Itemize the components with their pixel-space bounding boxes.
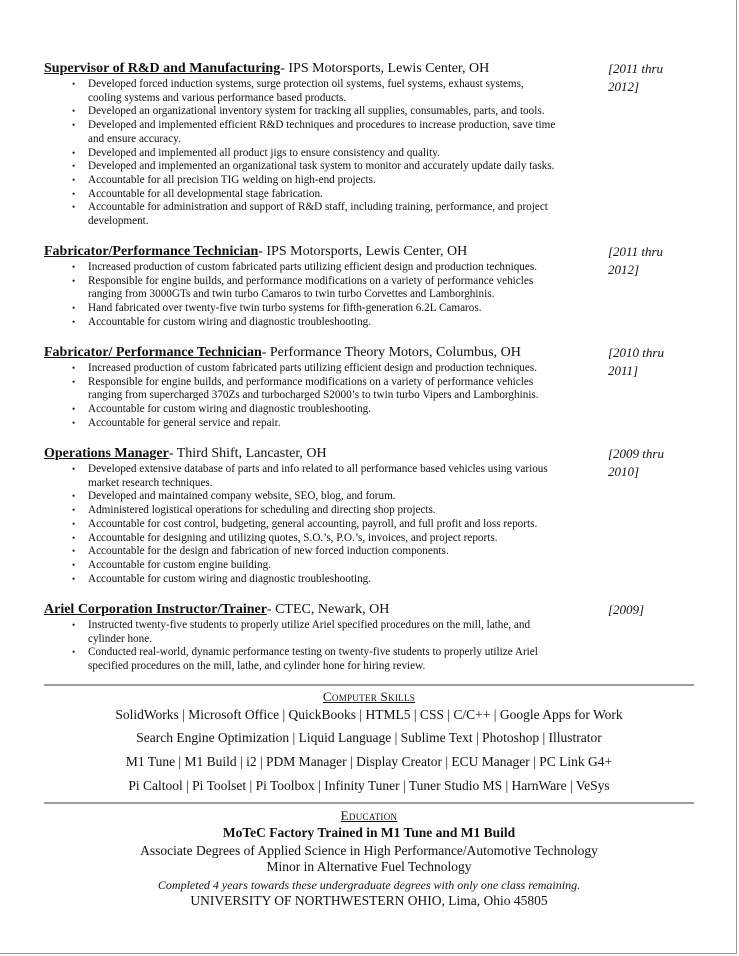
duty-item: • Accountable for cost control, budgeting, general accounting, payroll, and full profit and loss reports. [44, 518, 558, 532]
skills-line: Search Engine Optimization | Liquid Language | Sublime Text | Photoshop | Illustrator [136, 730, 602, 745]
skills-line: SolidWorks | Microsoft Office | QuickBooks | HTML5 | CSS | C/C++ | Google Apps for Work [115, 707, 623, 722]
duty-list [44, 78, 694, 229]
duty-item: • Conducted real-world, dynamic performance testing on twenty-five students to properly utilize Ariel specified procedures on the mill, lathe, and cylinder hone for hiring review. [44, 646, 558, 673]
duty-item: • Developed extensive database of parts and info related to all performance based vehicles using various market research techniques. [44, 463, 558, 490]
duty-list [44, 463, 694, 586]
job-organization: - IPS Motorsports, Lewis Center, OH [258, 244, 468, 259]
duty-item: • Accountable for custom wiring and diagnostic troubleshooting. [44, 403, 558, 417]
job-dates: [2011 thru 2012] [608, 244, 664, 277]
job-organization: - Third Shift, Lancaster, OH [168, 446, 327, 461]
job-header [44, 601, 694, 619]
duty-item: • Developed an organizational inventory system for tracking all supplies, consumables, parts, and tools. [44, 105, 558, 119]
duty-item: • Developed forced induction systems, surge protection oil systems, fuel systems, exhaust systems, cooling systems and various performance based products. [44, 78, 558, 105]
duty-item: • Accountable for all precision TIG welding on high-end projects. [44, 174, 558, 188]
education-certification: MoTeC Factory Trained in M1 Tune and M1 Build [222, 825, 516, 840]
skills-line: M1 Tune | M1 Build | i2 | PDM Manager | Display Creator | ECU Manager | PC Link G4+ [125, 754, 613, 769]
duty-item: • Hand fabricated over twenty-five twin turbo systems for fifth-generation 6.2L Camaros. [44, 302, 558, 316]
job-organization: - CTEC, Newark, OH [266, 602, 390, 617]
duty-item: • Accountable for custom wiring and diagnostic troubleshooting. [44, 573, 558, 587]
job-dates: [2009 thru 2010] [608, 446, 664, 479]
duty-item: • Administered logistical operations for scheduling and directing shop projects. [44, 504, 558, 518]
duty-item: • Developed and implemented efficient R&D techniques and procedures to increase production, save time and ensure accuracy. [44, 119, 558, 146]
duty-list [44, 362, 694, 431]
duty-item: • Developed and maintained company website, SEO, blog, and forum. [44, 490, 558, 504]
duty-item: • Responsible for engine builds, and performance modifications on a variety of performance vehicles ranging from 3000GTs and twin turbo Camaros to twin turbo Corvettes and Lamborghinis. [44, 275, 558, 302]
duty-item: • Accountable for custom engine building. [44, 559, 558, 573]
education-note: Completed 4 years towards these undergraduate degrees with only one class remaining. [157, 878, 581, 892]
job-title: Fabricator/ Performance Technician [44, 345, 262, 360]
duty-item: • Accountable for general service and repair. [44, 417, 558, 431]
job-dates: [2011 thru 2012] [608, 61, 664, 94]
duty-item: • Increased production of custom fabricated parts utilizing efficient design and production techniques. [44, 362, 558, 376]
duty-item: • Accountable for custom wiring and diagnostic troubleshooting. [44, 316, 558, 330]
duty-item: • Accountable for the design and fabrication of new forced induction components. [44, 545, 558, 559]
job-title: Supervisor of R&D and Manufacturing [44, 61, 281, 76]
job-organization: - IPS Motorsports, Lewis Center, OH [280, 61, 490, 76]
duty-item: • Developed and implemented all product jigs to ensure consistency and quality. [44, 147, 558, 161]
education-minor: Minor in Alternative Fuel Technology [266, 859, 472, 874]
duty-item: • Accountable for all developmental stage fabrication. [44, 188, 558, 202]
section-divider [44, 684, 694, 686]
duty-item: • Instructed twenty-five students to properly utilize Ariel specified procedures on the mill, lathe, and cylinder hone. [44, 619, 558, 646]
section-divider [44, 802, 694, 804]
duty-list [44, 261, 694, 330]
job-dates: [2010 thru 2011] [608, 345, 664, 378]
job-title: Fabricator/Performance Technician [44, 244, 259, 259]
skills-heading: Computer Skills [322, 689, 416, 704]
duty-item: • Increased production of custom fabricated parts utilizing efficient design and production techniques. [44, 261, 558, 275]
education-heading: Education [340, 808, 398, 823]
duty-list [44, 619, 694, 674]
job-entry [44, 243, 694, 330]
duty-item: • Developed and implemented an organizational task system to monitor and accurately update daily tasks. [44, 160, 558, 174]
education-school: UNIVERSITY OF NORTHWESTERN OHIO, Lima, Ohio 45805 [190, 893, 548, 908]
job-entry [44, 344, 694, 431]
job-dates: [2009] [608, 602, 645, 617]
duty-item: • Accountable for administration and support of R&D staff, including training, performance, and project development. [44, 201, 558, 228]
job-organization: - Performance Theory Motors, Columbus, OH [261, 345, 521, 360]
skills-line: Pi Caltool | Pi Toolset | Pi Toolbox | Infinity Tuner | Tuner Studio MS | HarnWare | VeSys [128, 778, 610, 793]
job-title: Operations Manager [44, 446, 169, 461]
job-entry [44, 601, 694, 674]
job-entry [44, 60, 694, 229]
job-title: Ariel Corporation Instructor/Trainer [44, 602, 267, 617]
duty-item: • Accountable for designing and utilizing quotes, S.O.’s, P.O.’s, invoices, and project reports. [44, 532, 558, 546]
education-degree: Associate Degrees of Applied Science in High Performance/Automotive Technology [140, 843, 598, 858]
job-entry [44, 445, 694, 586]
duty-item: • Responsible for engine builds, and performance modifications on a variety of performance vehicles ranging from supercharged 370Zs and turbocharged S2000’s to twin turbo Vipers and Lamborghinis. [44, 376, 558, 403]
